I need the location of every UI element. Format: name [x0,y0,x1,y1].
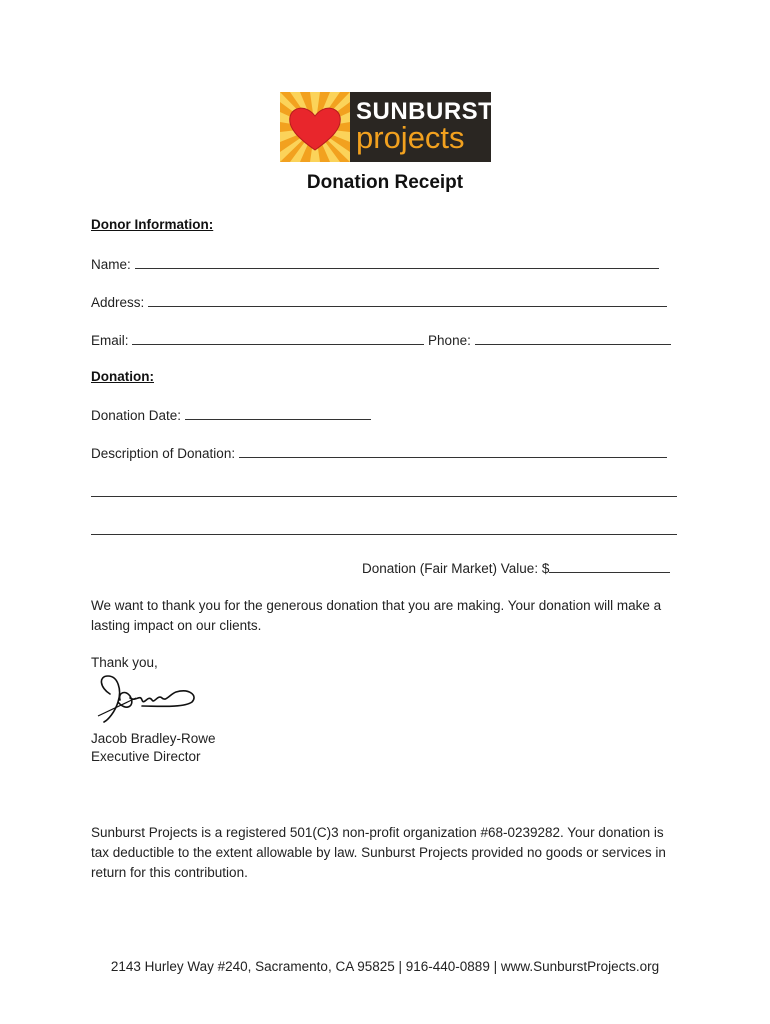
logo-text-projects: projects [356,120,465,155]
donation-heading: Donation: [91,369,154,384]
phone-label: Phone: [428,333,471,348]
signer-name: Jacob Bradley-Rowe [91,731,216,746]
description-blank-line[interactable] [239,444,667,458]
logo-text-sunburst: SUNBURST [356,98,494,125]
address-label: Address: [91,295,145,310]
donation-date-field[interactable] [91,406,371,423]
description-extra-line-1[interactable] [91,496,677,497]
logo-wordmark [350,92,494,162]
closing-text: Thank you, [91,655,158,670]
phone-blank-line[interactable] [475,331,671,345]
address-blank-line[interactable] [148,293,667,307]
footer-contact-info: 2143 Hurley Way #240, Sacramento, CA 95825 | 916-440-0889 | www.SunburstProjects.org [110,959,660,974]
description-extra-line-2[interactable] [91,534,677,535]
tax-deductible-note: Sunburst Projects is a registered 501(C)3 non-profit organization #68-0239282. Your donation is tax deductible to the extent allowable by law. Sunburst Projects provided no goods or services in return for this contribution. [91,825,666,880]
name-label: Name: [91,257,131,272]
sunburst-projects-logo [280,92,494,162]
sunburst-heart-icon [280,92,350,162]
name-blank-line[interactable] [135,255,659,269]
name-field[interactable] [91,255,659,272]
email-blank-line[interactable] [132,331,424,345]
thank-you-paragraph: We want to thank you for the generous donation that you are making. Your donation will make a lasting impact on our clients. [91,598,662,633]
donor-information-heading: Donor Information: [91,217,214,232]
description-field[interactable] [91,444,667,461]
address-field[interactable] [91,293,667,310]
page-title: Donation Receipt [306,172,464,193]
handwritten-signature [96,672,198,724]
donation-value-blank-line[interactable] [549,559,670,573]
signer-title: Executive Director [91,749,201,764]
email-label: Email: [91,333,129,348]
donation-date-blank-line[interactable] [185,406,371,420]
donation-date-label: Donation Date: [91,408,182,423]
description-label: Description of Donation: [91,446,236,461]
donation-value-field[interactable] [362,559,670,576]
email-field[interactable] [91,331,671,348]
donation-value-label: Donation (Fair Market) Value: $ [362,561,550,576]
